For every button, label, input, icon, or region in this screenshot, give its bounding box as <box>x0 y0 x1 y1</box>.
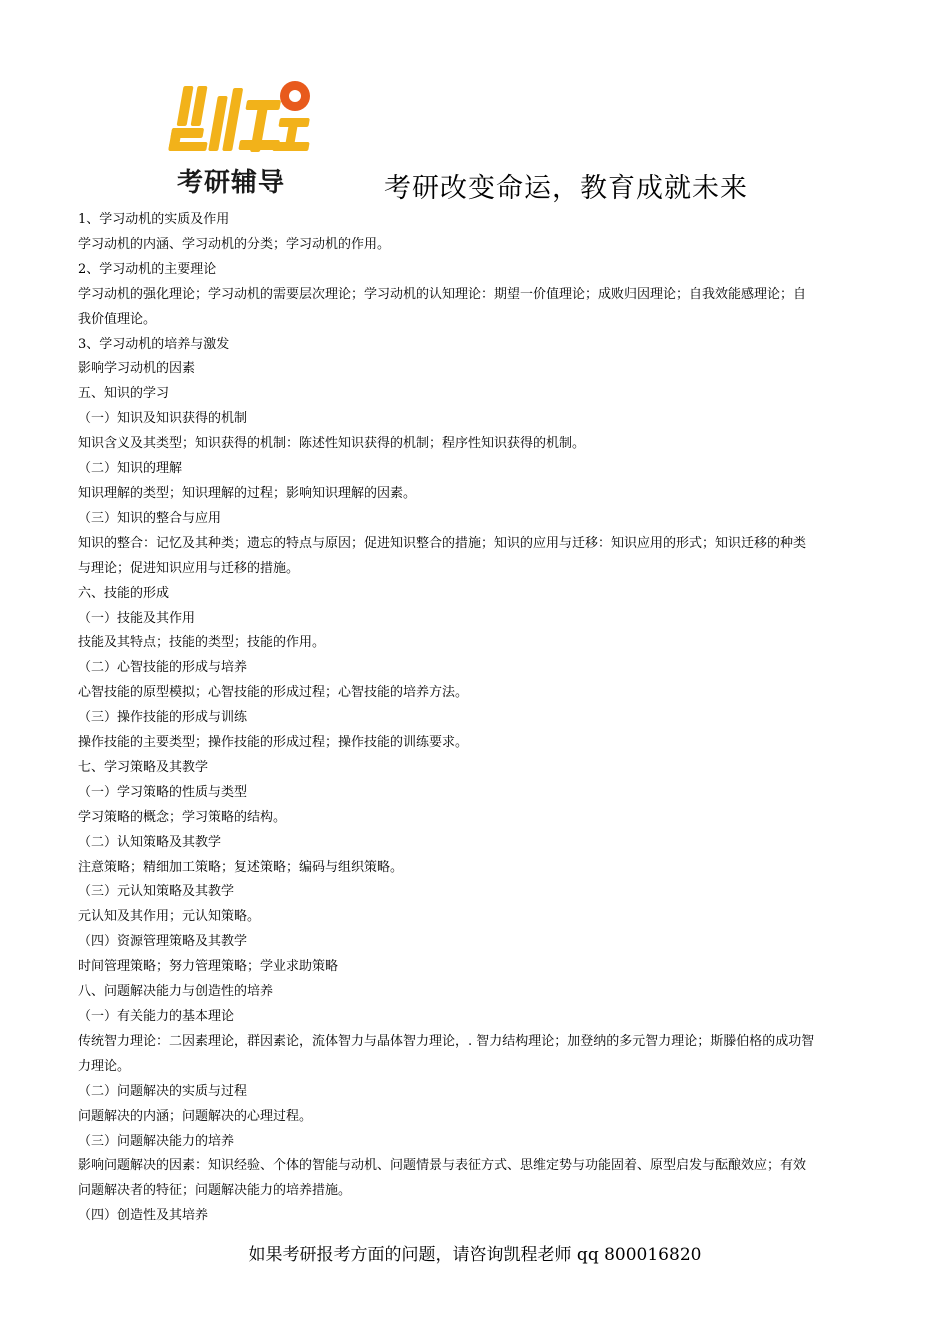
outline-line: （三）问题解决能力的培养 <box>78 1133 235 1149</box>
outline-line: 八、问题解决能力与创造性的培养 <box>78 984 274 1000</box>
outline-line: （三）元认知策略及其教学 <box>78 884 235 900</box>
outline-line: 六、技能的形成 <box>78 585 170 601</box>
outline-line: 知识的整合：记忆及其种类；遗忘的特点与原因；促进知识整合的措施；知识的应用与迁移：知识应用的形式；知识迁移的种类 <box>78 535 807 551</box>
outline-line: （四）创造性及其培养 <box>78 1208 209 1224</box>
outline-line: （一）知识及知识获得的机制 <box>78 411 248 427</box>
outline-line: 知识含义及其类型；知识获得的机制：陈述性知识获得的机制；程序性知识获得的机制。 <box>78 436 586 452</box>
outline-line: 力理论。 <box>78 1058 131 1074</box>
outline-line: 我价值理论。 <box>78 311 157 327</box>
outline-line: 五、知识的学习 <box>78 386 170 402</box>
outline-line: （二）知识的理解 <box>78 461 183 477</box>
outline-line: 时间管理策略；努力管理策略；学业求助策略 <box>78 959 339 975</box>
outline-line: （二）问题解决的实质与过程 <box>78 1083 248 1099</box>
outline-line: （一）有关能力的基本理论 <box>78 1009 235 1024</box>
outline-line: （三）操作技能的形成与训练 <box>78 710 248 726</box>
outline-line: 心智技能的原型模拟；心智技能的形成过程；心智技能的培养方法。 <box>78 685 469 701</box>
footer-contact: 如果考研报考方面的问题，请咨询凯程老师 qq 800016820 <box>248 1245 702 1265</box>
outline-line: 问题解决的内涵；问题解决的心理过程。 <box>78 1108 313 1124</box>
outline-content <box>78 208 886 1229</box>
outline-line: 注意策略；精细加工策略；复述策略；编码与组织策略。 <box>78 859 404 875</box>
outline-line: 知识理解的类型；知识理解的过程；影响知识理解的因素。 <box>78 485 417 501</box>
outline-line: （三）知识的整合与应用 <box>78 510 222 526</box>
outline-line: 2、学习动机的主要理论 <box>78 261 217 277</box>
outline-line: 技能及其特点；技能的类型；技能的作用。 <box>78 635 326 651</box>
outline-line: 影响问题解决的因素：知识经验、个体的智能与动机、问题情景与表征方式、思维定势与功能固着、原型启发与酝酿效应；有效 <box>78 1158 807 1174</box>
outline-line: 操作技能的主要类型；操作技能的形成过程；操作技能的训练要求。 <box>78 735 469 751</box>
outline-line: （二）认知策略及其教学 <box>78 834 222 850</box>
kaicheng-logo <box>165 78 315 196</box>
slogan: 考研改变命运，教育成就未来 <box>384 173 748 204</box>
kaicheng-logo-mark <box>167 78 315 156</box>
logo-subtitle: 考研辅导 <box>177 168 286 198</box>
outline-line: 七、学习策略及其教学 <box>78 759 209 775</box>
outline-line: 学习动机的内涵、学习动机的分类；学习动机的作用。 <box>78 236 391 252</box>
outline-line: 学习动机的强化理论；学习动机的需要层次理论；学习动机的认知理论：期望一价值理论；成败归因理论；自我效能感理论；自 <box>78 286 807 302</box>
outline-line: 问题解决者的特征；问题解决能力的培养措施。 <box>78 1183 352 1199</box>
outline-line: 影响学习动机的因素 <box>78 361 196 377</box>
outline-line: 1、学习动机的实质及作用 <box>78 212 230 227</box>
outline-line: （一）技能及其作用 <box>78 610 196 626</box>
outline-line: （四）资源管理策略及其教学 <box>78 934 248 950</box>
outline-line: 传统智力理论：二因素理论，群因素论，流体智力与晶体智力理论，. 智力结构理论；加登纳的多元智力理论；斯滕伯格的成功智 <box>78 1033 815 1049</box>
outline-line: （二）心智技能的形成与培养 <box>78 660 248 676</box>
outline-line: 元认知及其作用；元认知策略。 <box>78 909 261 925</box>
outline-line: （一）学习策略的性质与类型 <box>78 784 248 800</box>
outline-line: 3、学习动机的培养与激发 <box>78 336 230 352</box>
outline-line: 学习策略的概念；学习策略的结构。 <box>78 809 287 825</box>
outline-line: 与理论；促进知识应用与迁移的措施。 <box>78 560 300 576</box>
